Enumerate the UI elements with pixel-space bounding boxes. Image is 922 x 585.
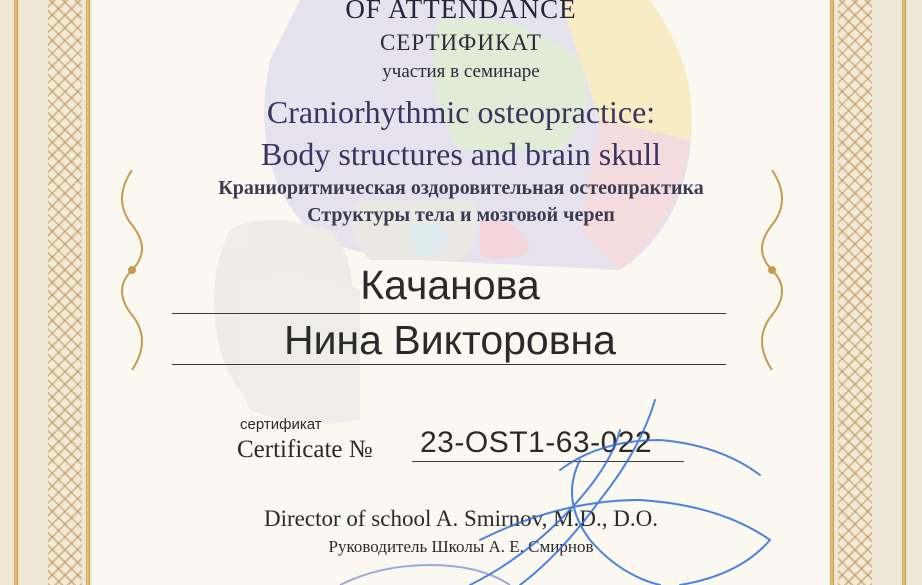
director-signature-line-en: Director of school A. Smirnov, M.D., D.O. [264, 506, 658, 531]
certificate-number-underline [412, 461, 684, 462]
course-title-ru-line2: Структуры тела и мозговой череп [307, 204, 615, 226]
recipient-last-name: Качанова [360, 262, 540, 308]
director-signature-line-ru: Руководитель Школы А. Е. Смирнов [328, 537, 594, 556]
certificate-heading-en: OF ATTENDANCE [345, 0, 577, 24]
recipient-first-names: Нина Викторовна [284, 317, 616, 363]
certificate-label-ru: сертификат [240, 416, 322, 433]
participation-subtitle: участия в семинаре [382, 61, 540, 82]
course-title-en-line2: Body structures and brain skull [261, 136, 661, 172]
certificate-heading-ru: СЕРТИФИКАТ [380, 30, 542, 55]
name-underline-2 [172, 364, 726, 365]
certificate-label-en: Certificate № [237, 436, 373, 463]
left-flourish-icon [112, 170, 152, 370]
course-title-ru-line1: Краниоритмическая оздоровительная остеопрактика [218, 177, 704, 199]
certificate-number: 23-OST1-63-022 [420, 426, 653, 459]
name-underline-1 [172, 313, 726, 314]
course-title-en-line1: Craniorhythmic osteopractice: [266, 94, 656, 130]
right-flourish-icon [752, 170, 792, 370]
